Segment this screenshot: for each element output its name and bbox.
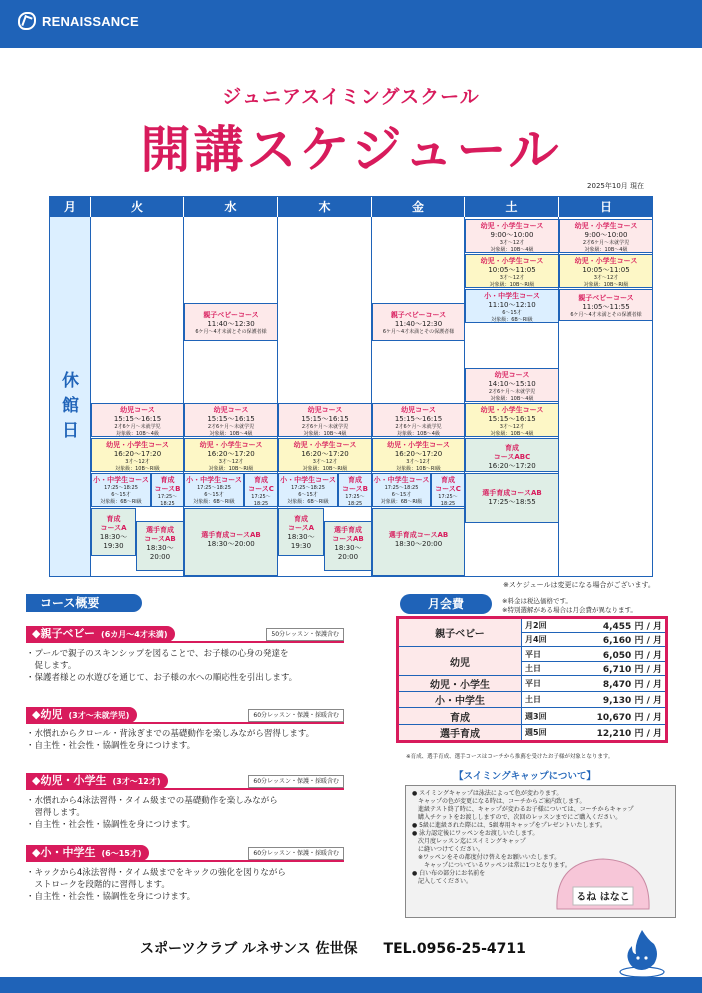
class-time-2: 20:00 — [337, 553, 359, 561]
closed-label: 休 館 日 — [62, 371, 79, 441]
fri-baby-class — [372, 303, 465, 341]
course-tag-jr: 60分レッスン・保護・採暖含む — [248, 847, 344, 860]
class-age: 3才〜12才 — [499, 240, 525, 246]
cap-line: キャップの色が変更になる時は、コーチからご案内致します。 — [412, 798, 586, 805]
class-time: 15:15〜16:15 — [301, 415, 349, 423]
class-time: 17:25〜 — [157, 494, 178, 500]
class-grade: 対象級：10B〜RI級 — [208, 466, 254, 472]
course-name: ◆幼児・小学生 — [32, 774, 107, 787]
course-desc-kidsch — [26, 795, 346, 831]
class-name: 選手育成コースAB — [388, 531, 449, 539]
table-row — [398, 647, 667, 661]
class-name: 選手育成 — [146, 526, 174, 534]
fri-kid-class — [372, 403, 465, 437]
class-age: 2才6ケ月〜未就学児 — [488, 389, 536, 395]
class-time-2: 20:00 — [149, 553, 171, 561]
class-age: 2才6ケ月〜未就学児 — [114, 424, 161, 430]
class-time: 17:25〜 — [251, 494, 271, 500]
class-grade: 対象級：6B〜RI級 — [380, 499, 423, 505]
course-desc-jr — [26, 867, 346, 903]
class-grade: 対象級：10B〜4級 — [397, 431, 440, 437]
fee-course: 小・中学生 — [398, 692, 522, 708]
class-name-2: コースB — [342, 485, 368, 493]
class-name: 小・中学生コース — [373, 476, 430, 484]
cap-line: キャップについているワッペンは常に1つとなります。 — [412, 862, 571, 869]
class-time: 14:10〜15:10 — [488, 380, 536, 388]
table-row — [398, 708, 667, 724]
club-name: スポーツクラブ ルネサンス 佐世保 — [140, 941, 358, 957]
class-time-2: 18:25 — [160, 501, 175, 507]
class-time: 9:00〜10:00 — [490, 231, 534, 239]
class-name: 小・中学生コース — [186, 476, 242, 484]
cap-line: ※ワッペンをその都度付け替えをお願いいたします。 — [412, 854, 561, 861]
fee-value: 12,210 円 / 月 — [556, 724, 667, 741]
class-time: 18:30〜20:00 — [394, 540, 443, 548]
desc-line: ・キックから4泳法習得・タイム級までをキックの強化を図りながら — [26, 868, 286, 878]
renaissance-logo-icon — [18, 12, 36, 30]
course-title-kid — [26, 707, 137, 723]
class-name-2: コースABC — [493, 453, 531, 461]
club-tel: TEL.0956-25-4711 — [383, 941, 526, 957]
table-row — [398, 618, 667, 633]
thu-ikusei-b — [338, 473, 372, 507]
class-grade: 対象級：10B〜4級 — [490, 396, 534, 402]
class-name-2: コースAB — [332, 535, 364, 543]
class-age: 2才6ケ月〜未就学児 — [582, 240, 630, 246]
class-name: 選手育成コースAB — [482, 489, 542, 497]
class-name: 幼児コース — [120, 406, 155, 414]
class-name: 育成 — [441, 476, 455, 484]
class-time: 17:25〜 — [345, 494, 365, 500]
fee-key: 土日 — [522, 661, 556, 675]
class-time: 17:25〜18:25 — [291, 485, 325, 491]
class-grade: 対象級：6B〜RI級 — [193, 499, 235, 505]
fee-value: 8,470 円 / 月 — [556, 675, 667, 691]
tue-kid-class — [91, 403, 184, 437]
desc-line: 習得します。 — [26, 808, 85, 818]
day-header-thu: 木 — [278, 197, 372, 217]
class-time: 18:30〜20:00 — [207, 540, 255, 548]
flame-mascot-icon — [618, 926, 666, 978]
sun-class-3 — [559, 289, 653, 321]
tue-senshu-ab — [136, 521, 184, 571]
class-name: 幼児・小学生コース — [480, 257, 544, 265]
class-name: 幼児・小学生コース — [480, 406, 544, 414]
fee-footnote: ※育成、選手育成、選手コースはコーチから推薦を受けたお子様が対象となります。 — [406, 754, 614, 760]
fee-note-tax: ※料金は税込価格です。 — [502, 597, 572, 605]
class-name-2: コースA — [100, 524, 127, 532]
day-header-sun: 日 — [559, 197, 653, 217]
desc-line: ・水慣れからクロール・背泳ぎまでの基礎動作を楽しみながら習得します。 — [26, 729, 315, 739]
class-time-2: 18:25 — [253, 501, 269, 507]
wed-baby-class — [184, 303, 278, 341]
wed-jr-class — [184, 473, 244, 507]
class-name-2: コースA — [287, 524, 315, 532]
fee-course: 幼児 — [398, 647, 522, 675]
class-name: 小・中学生コース — [280, 476, 336, 484]
fri-senshu-ab — [372, 508, 465, 576]
class-time: 17:25〜 — [438, 494, 458, 500]
class-age: 6〜15才 — [502, 310, 522, 316]
wed-kid-class — [184, 403, 278, 437]
class-name: 育成 — [294, 515, 308, 523]
fee-key: 月4回 — [522, 633, 556, 647]
fri-kidsch-class — [372, 438, 465, 472]
closed-day-cell — [50, 217, 91, 576]
class-time: 16:20〜17:20 — [394, 450, 443, 458]
class-grade: 対象級：10B〜4級 — [490, 431, 534, 437]
course-overview-header: コース概要 — [26, 594, 142, 612]
class-name: 育成 — [106, 515, 121, 523]
class-age: 3才〜12才 — [218, 459, 244, 465]
wed-kidsch-class — [184, 438, 278, 472]
class-age: 2才6ケ月〜未就学児 — [207, 424, 255, 430]
class-time: 11:10〜12:10 — [488, 301, 536, 309]
desc-line: ・自主性・社会性・協調性を身につけます。 — [26, 741, 196, 751]
class-name-2: コースC — [435, 485, 461, 493]
class-time-2: 18:25 — [347, 501, 363, 507]
course-title-jr — [26, 845, 149, 861]
wed-ikusei-c — [244, 473, 278, 507]
class-name: 幼児・小学生コース — [199, 441, 263, 449]
footer-contact — [140, 938, 526, 958]
tue-ikusei-a — [91, 508, 136, 556]
class-time: 17:25〜18:25 — [384, 485, 419, 491]
desc-line: ・自主性・社会性・協調性を身につけます。 — [26, 820, 196, 830]
class-time: 16:20〜17:20 — [301, 450, 349, 458]
class-time: 18:30〜 — [334, 544, 362, 552]
fee-key: 週3回 — [522, 708, 556, 724]
class-grade: 対象級：6B〜RI級 — [100, 499, 142, 505]
class-time: 18:30〜 — [146, 544, 174, 552]
class-name-2: コースB — [154, 485, 181, 493]
thu-ikusei-a — [278, 508, 324, 556]
fee-key: 土日 — [522, 692, 556, 708]
tue-jr-class — [91, 473, 151, 507]
class-name-2: コースC — [248, 485, 274, 493]
desc-line: ・プールで親子のスキンシップを図ることで、お子様の心身の発達を — [26, 649, 289, 659]
sun-class-2 — [559, 254, 653, 288]
class-age: 3才〜12才 — [499, 275, 525, 281]
class-time: 11:05〜11:55 — [582, 303, 630, 311]
course-tag-kid: 60分レッスン・保護・採暖含む — [248, 709, 344, 722]
class-name: 幼児コース — [401, 406, 436, 414]
course-age: (3才〜12才) — [112, 777, 161, 786]
fee-key: 平日 — [522, 675, 556, 691]
course-name: ◆親子ベビー — [32, 627, 96, 640]
schedule-note: ※スケジュールは変更になる場合がございます。 — [503, 581, 655, 589]
class-time: 15:15〜16:15 — [488, 415, 536, 423]
sat-class-7 — [465, 473, 559, 523]
class-name: 幼児・小学生コース — [480, 222, 544, 230]
course-age: (6〜15才) — [101, 849, 142, 858]
cap-name-text: るね はなこ — [576, 892, 630, 903]
thu-kid-class — [278, 403, 372, 437]
class-name: 幼児・小学生コース — [574, 222, 638, 230]
class-name: 幼児・小学生コース — [387, 441, 450, 449]
class-time: 11:40〜12:30 — [207, 320, 255, 328]
tue-ikusei-b — [151, 473, 184, 507]
fee-note-special: ※特別選解がある場合は月会費が異なります。 — [502, 606, 637, 614]
class-name: 育成 — [254, 476, 268, 484]
class-time: 15:15〜16:15 — [113, 415, 162, 423]
cap-line: 購入チケットをお渡ししますので、次回のレッスンまでにご購入ください。 — [412, 814, 622, 821]
day-header-sat: 土 — [465, 197, 559, 217]
as-of-date: 2025年10月 現在 — [587, 182, 644, 190]
class-age: 6ケ月〜4才未満とその保護者様 — [195, 329, 267, 335]
fee-course: 育成 — [398, 708, 522, 724]
page-title: 開講スケジュール — [140, 121, 562, 179]
desc-line: ・保護者様との水遊びを通じて、お子様の水への順応性を引出します。 — [26, 673, 298, 683]
brand-logo — [18, 12, 139, 30]
class-name: 選手育成 — [334, 526, 362, 534]
class-name: 親子ベビーコース — [390, 311, 447, 319]
class-name: 小・中学生コース — [93, 476, 149, 484]
class-time: 10:05〜11:05 — [488, 266, 536, 274]
sat-class-6 — [465, 438, 559, 472]
class-time: 11:40〜12:30 — [394, 320, 443, 328]
class-grade: 対象級：6B〜RI級 — [287, 499, 329, 505]
cap-line: ● 白い布の部分にお名前を — [412, 870, 486, 877]
fee-header: 月会費 — [400, 594, 492, 614]
class-name-2: コースAB — [144, 535, 176, 543]
fee-value: 4,455 円 / 月 — [556, 618, 667, 633]
thu-jr-class — [278, 473, 338, 507]
class-grade: 対象級：10B〜RI級 — [115, 466, 160, 472]
tue-kidsch-class — [91, 438, 184, 472]
class-time: 18:30〜 — [99, 533, 128, 541]
class-grade: 対象級：10B〜RI級 — [302, 466, 348, 472]
class-time: 10:05〜11:05 — [582, 266, 630, 274]
sun-class-1 — [559, 219, 653, 253]
thu-kidsch-class — [278, 438, 372, 472]
cap-line: 記入してください。 — [412, 878, 473, 885]
thu-senshu-ab — [324, 521, 372, 571]
class-grade: 対象級：10B〜4級 — [116, 431, 159, 437]
fee-course: 幼児・小学生 — [398, 675, 522, 691]
cap-line: 進級テスト終了時に、キャップが変わるお子様については、コーチからキャップ — [412, 806, 634, 813]
class-name: 育成 — [160, 476, 175, 484]
schedule-table — [49, 196, 653, 577]
class-name: 小・中学生コース — [484, 292, 540, 300]
day-header-fri: 金 — [372, 197, 465, 217]
class-age: 6〜15才 — [204, 492, 224, 498]
class-grade: 対象級：6B〜RI級 — [491, 317, 533, 323]
desc-line: 促します。 — [26, 661, 77, 671]
class-age: 6ケ月〜4才未満とその保護者様 — [382, 329, 455, 335]
class-time: 17:25〜18:25 — [197, 485, 231, 491]
cap-line: ● 5級に進級された際には、5級専用キャップをプレゼントいたします。 — [412, 822, 607, 829]
class-time: 18:30〜 — [287, 533, 315, 541]
class-age: 6ケ月〜4才未満とその保護者様 — [570, 312, 642, 318]
class-time: 15:15〜16:15 — [394, 415, 443, 423]
fri-jr-class — [372, 473, 431, 507]
class-age: 6〜15才 — [111, 492, 131, 498]
class-name: 幼児コース — [213, 406, 249, 414]
brand-name: RENAISSANCE — [42, 13, 139, 29]
class-time-2: 19:30 — [290, 542, 312, 550]
page-subtitle: ジュニアスイミングスクール — [222, 86, 480, 108]
class-name: 育成 — [505, 444, 519, 452]
course-name: ◆小・中学生 — [32, 846, 96, 859]
class-age: 3才〜12才 — [125, 459, 150, 465]
table-row — [398, 724, 667, 741]
course-age: (3才〜未就学児) — [68, 711, 130, 720]
class-grade: 対象級：10B〜RI級 — [396, 466, 441, 472]
fee-key: 平日 — [522, 647, 556, 661]
class-name: 幼児コース — [307, 406, 343, 414]
fee-key: 月2回 — [522, 618, 556, 633]
class-grade: 対象級：10B〜4級 — [209, 431, 253, 437]
day-header-tue: 火 — [91, 197, 184, 217]
class-age: 3才〜12才 — [312, 459, 338, 465]
class-time: 16:20〜17:20 — [207, 450, 255, 458]
class-grade: 対象級：10B〜RI級 — [489, 282, 535, 288]
top-banner — [0, 0, 702, 48]
class-time: 15:15〜16:15 — [207, 415, 255, 423]
fee-value: 6,160 円 / 月 — [556, 633, 667, 647]
course-desc-baby — [26, 648, 346, 684]
swim-cap-illustration — [547, 855, 659, 911]
course-title-kidsch — [26, 773, 168, 789]
bottom-banner — [0, 977, 702, 993]
cap-line: に縫いつけてください。 — [412, 846, 485, 853]
class-grade: 対象級：10B〜4級 — [490, 247, 534, 253]
fee-table — [396, 616, 668, 743]
fee-value: 9,130 円 / 月 — [556, 692, 667, 708]
class-time: 16:20〜17:20 — [488, 462, 536, 470]
fee-course: 親子ベビー — [398, 618, 522, 647]
class-name: 親子ベビーコース — [203, 311, 259, 319]
course-name: ◆幼児 — [32, 708, 63, 721]
desc-line: ストロークを段階的に習得します。 — [26, 880, 170, 890]
desc-line: ・水慣れから4泳法習得・タイム級までの基礎動作を楽しみながら — [26, 796, 278, 806]
class-time-2: 19:30 — [103, 542, 124, 550]
class-time: 17:25〜18:25 — [104, 485, 138, 491]
fee-value: 6,710 円 / 月 — [556, 661, 667, 675]
class-age: 3才〜12才 — [406, 459, 431, 465]
class-grade: 対象級：10B〜4級 — [303, 431, 347, 437]
class-name: 親子ベビーコース — [578, 294, 634, 302]
desc-line: ・自主性・社会性・協調性を身につけます。 — [26, 892, 196, 902]
class-age: 2才6ケ月〜未就学児 — [395, 424, 442, 430]
course-desc-kid — [26, 728, 346, 752]
class-age: 6〜15才 — [298, 492, 318, 498]
class-age: 3才〜12才 — [593, 275, 619, 281]
sat-class-4 — [465, 368, 559, 402]
fee-key: 週5回 — [522, 724, 556, 741]
class-grade: 対象級：10B〜RI級 — [583, 282, 629, 288]
class-age: 6〜15才 — [391, 492, 412, 498]
day-header-wed: 水 — [184, 197, 278, 217]
class-name: 幼児コース — [494, 371, 530, 379]
cap-info-title: 【スイミングキャップについて】 — [454, 771, 596, 782]
class-time: 16:20〜17:20 — [113, 450, 162, 458]
fee-value: 6,050 円 / 月 — [556, 647, 667, 661]
class-name: 幼児・小学生コース — [574, 257, 638, 265]
course-tag-baby: 50分レッスン・保護含む — [266, 628, 344, 641]
sat-class-1 — [465, 219, 559, 253]
class-grade: 対象級：10B〜4級 — [584, 247, 628, 253]
course-age: (6カ月〜4才未満) — [101, 630, 168, 639]
class-name: 幼児・小学生コース — [293, 441, 357, 449]
day-header-mon: 月 — [50, 197, 91, 217]
class-name: 幼児・小学生コース — [106, 441, 169, 449]
sat-class-3 — [465, 289, 559, 323]
fee-value: 10,670 円 / 月 — [556, 708, 667, 724]
fee-course: 選手育成 — [398, 724, 522, 741]
fri-ikusei-c — [431, 473, 465, 507]
table-row — [398, 692, 667, 708]
class-name: 選手育成コースAB — [201, 531, 261, 539]
cap-line: ● 泳力認定後にワッペンをお渡しいたします。 — [412, 830, 539, 837]
course-tag-kidsch: 60分レッスン・保護・採暖含む — [248, 775, 344, 788]
sat-class-2 — [465, 254, 559, 288]
course-title-baby — [26, 626, 175, 642]
wed-senshu-ab — [184, 508, 278, 576]
class-time: 9:00〜10:00 — [584, 231, 628, 239]
class-time: 17:25〜18:55 — [488, 498, 536, 506]
cap-line: ● スイミングキャップは泳法によって色が変わります。 — [412, 790, 563, 797]
sat-class-5 — [465, 403, 559, 437]
class-name: 育成 — [348, 476, 362, 484]
class-age: 2才6ケ月〜未就学児 — [301, 424, 349, 430]
class-age: 3才〜12才 — [499, 424, 525, 430]
table-row — [398, 675, 667, 691]
class-time-2: 18:25 — [440, 501, 456, 507]
cap-line: 次月度レッスン迄にスイミングキャップ — [412, 838, 526, 845]
